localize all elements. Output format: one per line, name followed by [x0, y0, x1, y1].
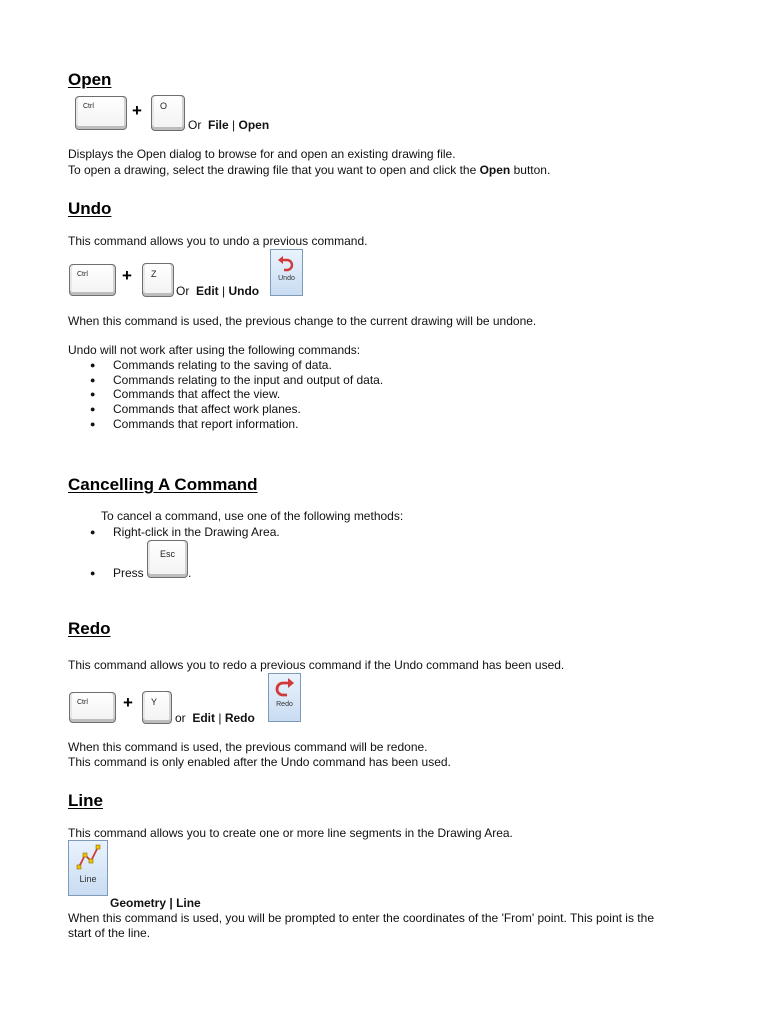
list-item: Right-click in the Drawing Area. [113, 525, 280, 539]
open-menu-path [188, 118, 269, 133]
list-item: Commands that report information. [113, 417, 299, 431]
bullet-icon: ● [90, 404, 96, 414]
plus-sign: + [132, 101, 142, 120]
redo-desc-2: This command is only enabled after the Undo command has been used. [68, 755, 451, 769]
undo-arrow-icon [275, 250, 299, 274]
open-menu-label: Open [238, 118, 270, 132]
separator: | [215, 711, 225, 725]
list-item: Commands relating to the saving of data. [113, 358, 332, 372]
bullet-icon: ● [90, 375, 96, 385]
undo-desc-1: When this command is used, the previous change to the current drawing will be undone. [68, 314, 537, 328]
undo-heading: Undo [68, 199, 112, 218]
undo-tool-button[interactable] [270, 249, 303, 296]
y-key-icon: Y [142, 691, 172, 724]
undo-list-intro: Undo will not work after using the following commands: [68, 343, 361, 357]
cancel-heading: Cancelling A Command [68, 475, 258, 494]
open-desc-2-post: button. [510, 163, 551, 177]
undo-tool-label: Undo [278, 275, 295, 282]
redo-desc-1: When this command is used, the previous command will be redone. [68, 740, 428, 754]
open-heading: Open [68, 70, 112, 89]
redo-heading: Redo [68, 619, 111, 638]
or-text: or [175, 711, 186, 725]
open-desc-2-bold: Open [479, 163, 511, 177]
bullet-icon: ● [90, 568, 96, 578]
geometry-menu-label: Geometry [110, 896, 167, 910]
line-menu-path [110, 896, 201, 911]
line-tool-label: Line [79, 874, 97, 884]
open-desc-1: Displays the Open dialog to browse for and open an existing drawing file. [68, 147, 456, 161]
line-tool-button[interactable] [68, 840, 108, 896]
redo-menu-path [175, 711, 255, 726]
period-text: . [188, 566, 192, 580]
line-intro: This command allows you to create one or more line segments in the Drawing Area. [68, 826, 513, 840]
plus-sign: + [123, 693, 133, 712]
list-item: Commands relating to the input and output of data. [113, 373, 384, 387]
line-menu-label: Line [176, 896, 201, 910]
line-geometry-icon [73, 841, 103, 873]
bullet-icon: ● [90, 360, 96, 370]
bullet-icon: ● [90, 527, 96, 537]
bullet-icon: ● [90, 419, 96, 429]
edit-menu-label: Edit [196, 284, 219, 298]
ctrl-key-icon: Ctrl [69, 264, 116, 296]
bullet-icon: ● [90, 389, 96, 399]
ctrl-key-icon: Ctrl [75, 96, 127, 130]
redo-tool-label: Redo [276, 701, 293, 708]
list-item: Commands that affect work planes. [113, 402, 301, 416]
redo-tool-button[interactable] [268, 673, 301, 722]
undo-menu-label: Undo [228, 284, 260, 298]
cancel-intro: To cancel a command, use one of the following methods: [101, 509, 404, 523]
or-text: Or [176, 284, 190, 298]
edit-menu-label: Edit [192, 711, 216, 725]
o-key-icon: O [151, 95, 185, 131]
separator: | [218, 284, 229, 298]
redo-intro: This command allows you to redo a previous command if the Undo command has been used. [68, 658, 565, 672]
undo-menu-path [176, 284, 259, 299]
separator: | [228, 118, 239, 132]
line-desc-1: When this command is used, you will be prompted to enter the coordinates of the 'From' point. This point is the [68, 911, 654, 925]
open-desc-2 [68, 163, 550, 178]
open-desc-2-pre: To open a drawing, select the drawing file that you want to open and click the [68, 163, 480, 177]
z-key-icon: Z [142, 263, 174, 297]
line-desc-2: start of the line. [68, 926, 151, 940]
list-item: Commands that affect the view. [113, 387, 281, 401]
separator: | [166, 896, 177, 910]
line-heading: Line [68, 791, 103, 810]
file-menu-label: File [208, 118, 229, 132]
plus-sign: + [122, 266, 132, 285]
esc-key-icon: Esc [147, 540, 188, 578]
or-text: Or [188, 118, 202, 132]
undo-intro: This command allows you to undo a previous command. [68, 234, 368, 248]
redo-arrow-icon [272, 674, 298, 700]
ctrl-key-icon: Ctrl [69, 692, 116, 723]
redo-menu-label: Redo [224, 711, 255, 725]
list-item: Press [113, 566, 144, 580]
